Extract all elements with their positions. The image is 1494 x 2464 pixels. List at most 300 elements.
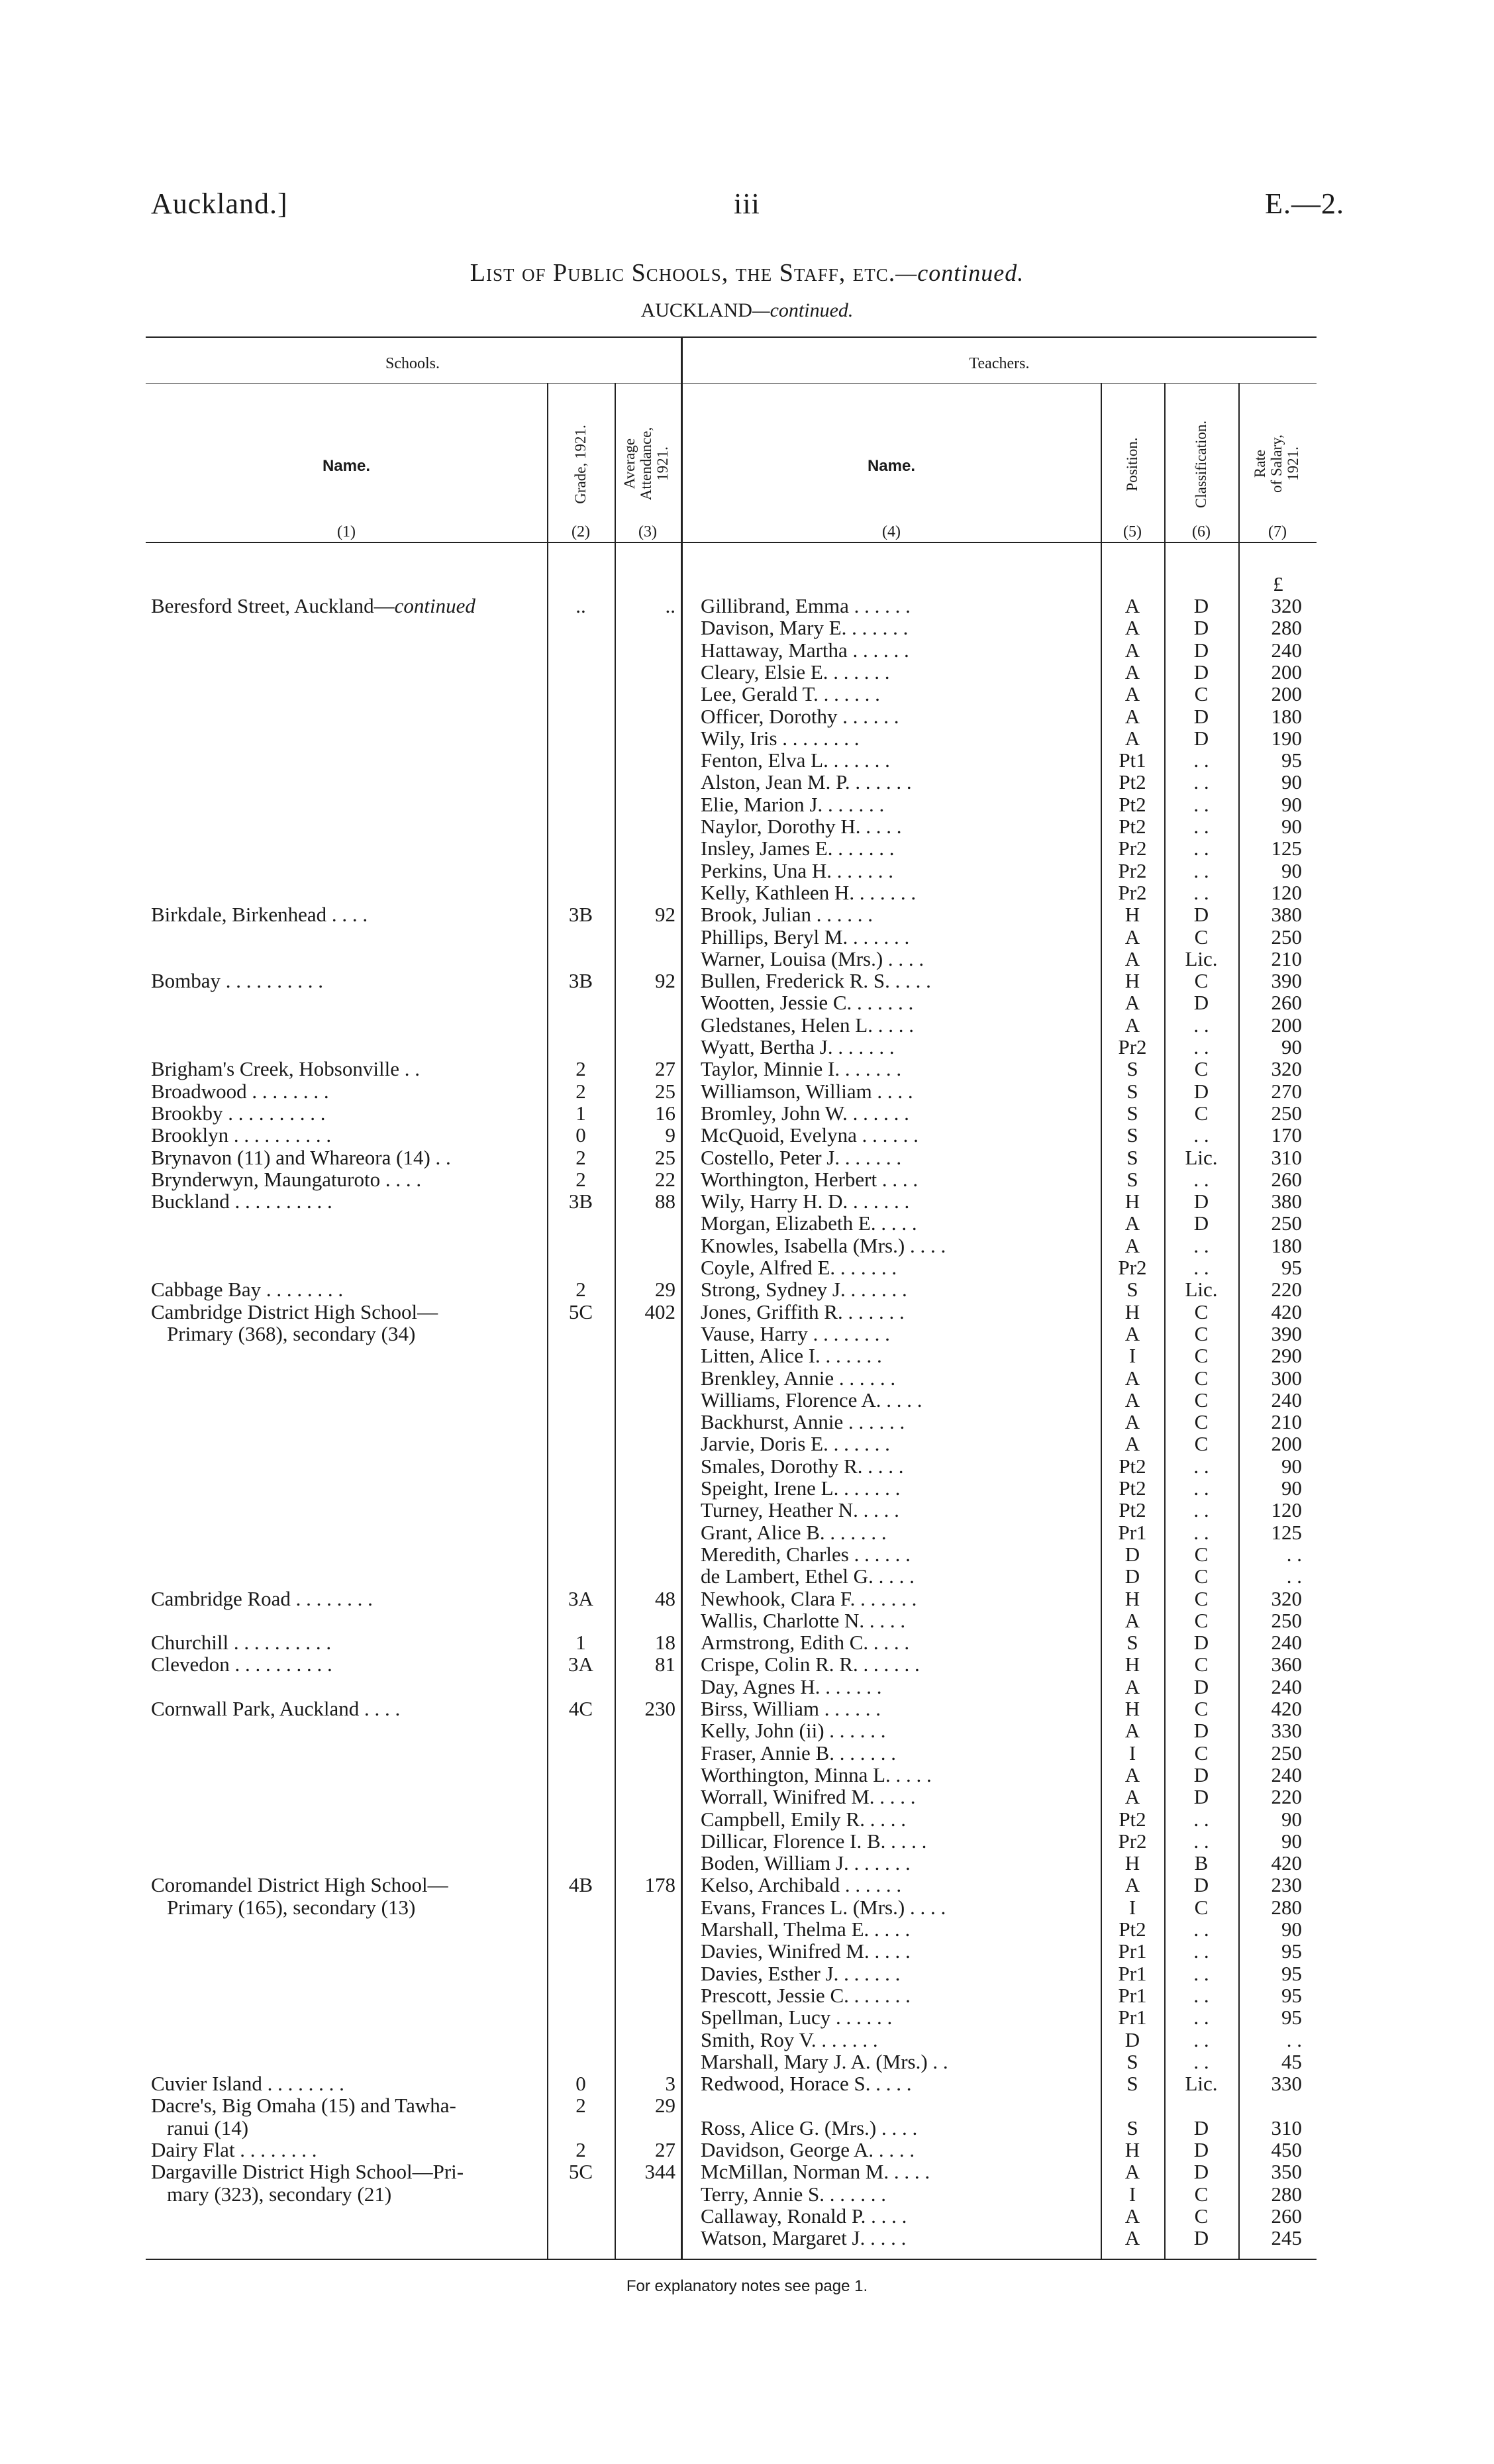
teacher-salary: 320 <box>1271 1057 1302 1081</box>
teacher-classification: D <box>1193 2138 1209 2161</box>
teacher-classification: . . <box>1193 880 1209 904</box>
teacher-classification: . . <box>1193 770 1209 794</box>
teacher-classification: B <box>1194 1851 1209 1875</box>
school-name: mary (323), secondary (21) <box>167 2182 392 2206</box>
teacher-name: Marshall, Mary J. A. (Mrs.) . . <box>701 2049 948 2073</box>
school-attendance: 92 <box>655 969 675 993</box>
teacher-name: Naylor, Dorothy H. . . . . <box>701 815 902 838</box>
school-attendance: .. <box>665 594 675 617</box>
school-attendance: 88 <box>655 1190 675 1213</box>
attendance-header <box>621 411 674 517</box>
school-grade: 5C <box>568 1300 593 1323</box>
teacher-position: Pr1 <box>1118 1520 1147 1544</box>
teacher-classification: C <box>1194 1542 1209 1566</box>
teacher-salary: 420 <box>1271 1300 1302 1323</box>
teacher-position: A <box>1124 925 1140 949</box>
teacher-name: Gledstanes, Helen L. . . . . <box>701 1013 914 1037</box>
teacher-classification: C <box>1194 1608 1209 1632</box>
teacher-position: A <box>1124 638 1140 662</box>
teacher-position: A <box>1124 947 1140 970</box>
attendance-header-line-3: 1921. <box>654 446 671 481</box>
teacher-classification: . . <box>1193 1013 1209 1037</box>
teacher-classification: D <box>1193 704 1209 728</box>
teacher-salary: 90 <box>1281 1807 1302 1831</box>
teacher-salary: 90 <box>1281 1476 1302 1500</box>
teacher-name: Wootten, Jessie C. . . . . . . <box>701 991 914 1015</box>
teacher-classification: C <box>1194 969 1209 993</box>
teacher-salary: 180 <box>1271 704 1302 728</box>
teacher-name: Coyle, Alfred E. . . . . . . <box>701 1256 897 1279</box>
teacher-classification: C <box>1194 1895 1209 1919</box>
teacher-position: H <box>1124 903 1140 927</box>
teacher-classification: Lic. <box>1185 2072 1218 2096</box>
teacher-classification: C <box>1194 1344 1209 1368</box>
teacher-name: Taylor, Minnie I. . . . . . . <box>701 1057 902 1081</box>
teacher-salary: 320 <box>1271 1586 1302 1610</box>
teacher-classification: . . <box>1193 837 1209 860</box>
teacher-name: Brook, Julian . . . . . . <box>701 903 873 927</box>
teacher-salary: 250 <box>1271 1101 1302 1125</box>
teacher-classification: . . <box>1193 1454 1209 1478</box>
teacher-name: Perkins, Una H. . . . . . . <box>701 858 894 882</box>
teacher-salary: 220 <box>1271 1785 1302 1809</box>
teacher-name: Davidson, George A. . . . . <box>701 2138 915 2161</box>
teacher-position: Pr2 <box>1118 858 1147 882</box>
teacher-position: I <box>1128 2182 1136 2206</box>
column-number-4: (4) <box>882 523 901 540</box>
teacher-salary: 250 <box>1271 925 1302 949</box>
teacher-classification: C <box>1194 1741 1209 1765</box>
teacher-salary: 95 <box>1281 1256 1302 1279</box>
teacher-salary: 240 <box>1271 638 1302 662</box>
teacher-position: S <box>1126 1079 1138 1103</box>
teacher-position: Pr1 <box>1118 1983 1147 2007</box>
teacher-classification: C <box>1194 1586 1209 1610</box>
teacher-classification: Lic. <box>1185 947 1218 970</box>
teacher-name: Campbell, Emily R. . . . . <box>701 1807 906 1831</box>
teacher-classification: C <box>1194 1653 1209 1676</box>
teacher-name: Knowles, Isabella (Mrs.) . . . . <box>701 1233 946 1257</box>
school-grade: 1 <box>575 1631 586 1655</box>
teacher-salary: 330 <box>1271 1719 1302 1743</box>
teacher-classification: . . <box>1193 1983 1209 2007</box>
teacher-name: McQuoid, Evelyna . . . . . . <box>701 1123 919 1147</box>
teacher-salary: 200 <box>1271 1013 1302 1037</box>
teacher-salary: . . <box>1286 1565 1302 1588</box>
teacher-classification: C <box>1194 2204 1209 2228</box>
teacher-classification: . . <box>1193 858 1209 882</box>
teacher-name: Spellman, Lucy . . . . . . <box>701 2006 893 2029</box>
teacher-salary: 290 <box>1271 1344 1302 1368</box>
teacher-name: de Lambert, Ethel G. . . . . <box>701 1565 915 1588</box>
teacher-classification: Lic. <box>1185 1278 1218 1302</box>
school-attendance: 22 <box>655 1167 675 1191</box>
teacher-salary: 240 <box>1271 1674 1302 1698</box>
salary-header <box>1252 411 1305 517</box>
teacher-name: McMillan, Norman M. . . . . <box>701 2160 930 2184</box>
school-grade: 3A <box>568 1586 593 1610</box>
teacher-position: Pr2 <box>1118 837 1147 860</box>
teacher-position: Pr2 <box>1118 1829 1147 1853</box>
teacher-salary: 330 <box>1271 2072 1302 2096</box>
teacher-salary: 125 <box>1271 837 1302 860</box>
school-grade: .. <box>575 594 586 617</box>
attendance-header-line-2: Attendance, <box>638 427 654 501</box>
teacher-name: Alston, Jean M. P. . . . . . . <box>701 770 912 794</box>
teacher-classification: . . <box>1193 1123 1209 1147</box>
teacher-salary: 260 <box>1271 1167 1302 1191</box>
teacher-name-header: Name. <box>867 457 916 475</box>
teacher-position: Pr1 <box>1118 1961 1147 1985</box>
teacher-position: S <box>1126 1057 1138 1081</box>
teacher-name: Phillips, Beryl M. . . . . . . <box>701 925 910 949</box>
school-grade: 2 <box>575 1145 586 1169</box>
teacher-classification: C <box>1194 2182 1209 2206</box>
teacher-salary: 245 <box>1271 2226 1302 2250</box>
teacher-name: Morgan, Elizabeth E. . . . . <box>701 1211 917 1235</box>
teacher-salary: 240 <box>1271 1388 1302 1412</box>
teacher-position: A <box>1124 1410 1140 1434</box>
teacher-name: Officer, Dorothy . . . . . . <box>701 704 899 728</box>
position-header: Position. <box>1124 437 1140 491</box>
teacher-position: S <box>1126 2049 1138 2073</box>
school-name: Dargaville District High School—Pri- <box>151 2160 464 2184</box>
school-grade: 2 <box>575 1278 586 1302</box>
teacher-classification: . . <box>1193 1256 1209 1279</box>
teacher-salary: 300 <box>1271 1366 1302 1390</box>
school-grade: 4B <box>568 1873 593 1897</box>
school-grade: 3B <box>568 903 593 927</box>
teacher-classification: D <box>1193 903 1209 927</box>
school-attendance: 402 <box>644 1300 675 1323</box>
column-number-6: (6) <box>1192 523 1211 540</box>
teacher-classification: D <box>1193 638 1209 662</box>
teacher-name: Lee, Gerald T. . . . . . . <box>701 682 880 706</box>
teacher-name: Boden, William J. . . . . . . <box>701 1851 911 1875</box>
teacher-position: A <box>1124 1013 1140 1037</box>
school-name: Brigham's Creek, Hobsonville . . <box>151 1057 420 1081</box>
teacher-salary: 90 <box>1281 792 1302 816</box>
teacher-classification: C <box>1194 1321 1209 1345</box>
teacher-position: A <box>1124 1388 1140 1412</box>
teacher-position: A <box>1124 1785 1140 1809</box>
teacher-name: Bromley, John W. . . . . . . <box>701 1101 909 1125</box>
teacher-position: Pt2 <box>1119 815 1146 838</box>
teacher-classification: C <box>1194 925 1209 949</box>
teacher-position: Pr1 <box>1118 2006 1147 2029</box>
school-attendance: 27 <box>655 2138 675 2161</box>
teacher-name: Watson, Margaret J. . . . . <box>701 2226 907 2250</box>
teacher-name: Hattaway, Martha . . . . . . <box>701 638 909 662</box>
teacher-classification: D <box>1193 1785 1209 1809</box>
teacher-name: Smales, Dorothy R. . . . . <box>701 1454 904 1478</box>
teacher-salary: 90 <box>1281 770 1302 794</box>
teacher-classification: D <box>1193 2226 1209 2250</box>
school-grade: 1 <box>575 1101 586 1125</box>
teacher-name: Davies, Winifred M. . . . . <box>701 1939 911 1963</box>
teacher-classification: D <box>1193 1763 1209 1786</box>
teacher-salary: 220 <box>1271 1278 1302 1302</box>
teacher-position: A <box>1124 991 1140 1015</box>
teacher-classification: C <box>1194 1388 1209 1412</box>
teacher-salary: 390 <box>1271 969 1302 993</box>
teacher-classification: . . <box>1193 792 1209 816</box>
teacher-name: Wallis, Charlotte N. . . . . <box>701 1608 906 1632</box>
teacher-classification: D <box>1193 1211 1209 1235</box>
teacher-salary: 420 <box>1271 1851 1302 1875</box>
teacher-name: Williams, Florence A. . . . . <box>701 1388 922 1412</box>
teacher-classification: D <box>1193 594 1209 617</box>
teacher-position: Pt2 <box>1119 1454 1146 1478</box>
teacher-name: Brenkley, Annie . . . . . . <box>701 1366 896 1390</box>
school-grade: 3B <box>568 969 593 993</box>
teacher-classification: D <box>1193 616 1209 640</box>
teacher-classification: D <box>1193 660 1209 684</box>
teacher-position: A <box>1124 660 1140 684</box>
teacher-classification: C <box>1194 1565 1209 1588</box>
school-name: Primary (165), secondary (13) <box>167 1895 416 1919</box>
teachers-group-header: Teachers. <box>969 355 1030 372</box>
school-name: Cabbage Bay . . . . . . . . <box>151 1278 344 1302</box>
teacher-name: Kelly, John (ii) . . . . . . <box>701 1719 886 1743</box>
school-attendance: 25 <box>655 1145 675 1169</box>
school-name: Cornwall Park, Auckland . . . . <box>151 1697 401 1720</box>
teacher-position: A <box>1124 1763 1140 1786</box>
teacher-salary: 210 <box>1271 1410 1302 1434</box>
teacher-salary: 45 <box>1281 2049 1302 2073</box>
teacher-name: Jones, Griffith R. . . . . . . <box>701 1300 905 1323</box>
teacher-salary: 200 <box>1271 682 1302 706</box>
school-attendance: 25 <box>655 1079 675 1103</box>
teacher-salary: 390 <box>1271 1321 1302 1345</box>
teacher-name: Costello, Peter J. . . . . . . <box>701 1145 902 1169</box>
teacher-name: Grant, Alice B. . . . . . . <box>701 1520 887 1544</box>
teacher-name: Litten, Alice I. . . . . . . <box>701 1344 882 1368</box>
school-name: Churchill . . . . . . . . . . <box>151 1631 332 1655</box>
school-name: Cuvier Island . . . . . . . . <box>151 2072 344 2096</box>
teacher-salary: . . <box>1286 1542 1302 1566</box>
teacher-position: I <box>1128 1895 1136 1919</box>
school-attendance: 18 <box>655 1631 675 1655</box>
school-name: Bombay . . . . . . . . . . <box>151 969 324 993</box>
salary-header-line-1: Rate <box>1252 449 1268 478</box>
teacher-position: A <box>1124 2226 1140 2250</box>
salary-header-line-2: of Salary, <box>1268 435 1285 493</box>
school-name-header: Name. <box>322 457 371 475</box>
school-attendance: 16 <box>655 1101 675 1125</box>
teacher-name: Fraser, Annie B. . . . . . . <box>701 1741 896 1765</box>
teacher-salary: 320 <box>1271 594 1302 617</box>
school-grade: 2 <box>575 1079 586 1103</box>
teacher-position: H <box>1124 1300 1140 1323</box>
school-grade: 3A <box>568 1653 593 1676</box>
teacher-position: I <box>1128 1741 1136 1765</box>
teacher-position: Pr2 <box>1118 1035 1147 1058</box>
teacher-classification: . . <box>1193 2028 1209 2051</box>
teacher-name: Worthington, Minna L. . . . . <box>701 1763 932 1786</box>
school-name: Cambridge Road . . . . . . . . <box>151 1586 373 1610</box>
teacher-salary: 90 <box>1281 1035 1302 1058</box>
teacher-position: H <box>1124 2138 1140 2161</box>
teacher-name: Prescott, Jessie C. . . . . . . <box>701 1983 911 2007</box>
teacher-salary: 200 <box>1271 1432 1302 1456</box>
teacher-salary: 90 <box>1281 1454 1302 1478</box>
teacher-name: Vause, Harry . . . . . . . . <box>701 1321 890 1345</box>
teacher-classification: C <box>1194 1410 1209 1434</box>
teacher-name: Kelso, Archibald . . . . . . <box>701 1873 902 1897</box>
school-attendance: 92 <box>655 903 675 927</box>
teacher-salary: 260 <box>1271 2204 1302 2228</box>
teacher-position: Pt2 <box>1119 1918 1146 1941</box>
school-name: Dacre's, Big Omaha (15) and Tawha- <box>151 2094 456 2118</box>
teacher-name: Marshall, Thelma E. . . . . <box>701 1918 911 1941</box>
school-name: Birkdale, Birkenhead . . . . <box>151 903 368 927</box>
teacher-salary: 95 <box>1281 748 1302 772</box>
teacher-name: Bullen, Frederick R. S. . . . . <box>701 969 931 993</box>
teacher-name: Wily, Harry H. D. . . . . . . <box>701 1190 910 1213</box>
school-name: Brookby . . . . . . . . . . <box>151 1101 326 1125</box>
school-name: Clevedon . . . . . . . . . . <box>151 1653 332 1676</box>
teacher-position: A <box>1124 1674 1140 1698</box>
school-attendance: 9 <box>665 1123 675 1147</box>
teacher-salary: 310 <box>1271 2116 1302 2139</box>
teacher-salary: 90 <box>1281 1918 1302 1941</box>
teacher-salary: 90 <box>1281 858 1302 882</box>
teacher-classification: D <box>1193 1190 1209 1213</box>
teacher-classification: . . <box>1193 2049 1209 2073</box>
school-name: Brynavon (11) and Whareora (14) . . <box>151 1145 451 1169</box>
teacher-name: Wily, Iris . . . . . . . . <box>701 726 860 750</box>
grade-header: Grade, 1921. <box>572 425 589 504</box>
teacher-position: Pr2 <box>1118 1256 1147 1279</box>
table-bottom-rule <box>146 2259 1317 2260</box>
page-title <box>0 258 1494 287</box>
school-name: ranui (14) <box>167 2116 249 2139</box>
teacher-salary: 90 <box>1281 815 1302 838</box>
teacher-position: A <box>1124 616 1140 640</box>
teacher-name: Backhurst, Annie . . . . . . <box>701 1410 905 1434</box>
teacher-classification: . . <box>1193 1233 1209 1257</box>
teacher-name: Davies, Esther J. . . . . . . <box>701 1961 901 1985</box>
teacher-position: H <box>1124 1586 1140 1610</box>
teacher-salary: 360 <box>1271 1653 1302 1676</box>
teacher-salary: 450 <box>1271 2138 1302 2161</box>
column-number-2: (2) <box>572 523 590 540</box>
teacher-name: Jarvie, Doris E. . . . . . . <box>701 1432 890 1456</box>
school-grade: 0 <box>575 1123 586 1147</box>
teacher-salary: 380 <box>1271 1190 1302 1213</box>
teacher-classification: . . <box>1193 1035 1209 1058</box>
teacher-position: A <box>1124 2160 1140 2184</box>
teacher-classification: . . <box>1193 748 1209 772</box>
teacher-position: Pt1 <box>1119 748 1146 772</box>
salary-header-line-3: 1921. <box>1285 446 1301 481</box>
school-grade: 3B <box>568 1190 593 1213</box>
teacher-classification: . . <box>1193 1520 1209 1544</box>
school-attendance: 29 <box>655 2094 675 2118</box>
teacher-salary: 190 <box>1271 726 1302 750</box>
teacher-position: S <box>1126 2116 1138 2139</box>
teacher-name: Worrall, Winifred M. . . . . <box>701 1785 916 1809</box>
teacher-classification: . . <box>1193 1829 1209 1853</box>
school-grade: 5C <box>568 2160 593 2184</box>
teacher-name: Gillibrand, Emma . . . . . . <box>701 594 911 617</box>
teacher-salary: 180 <box>1271 1233 1302 1257</box>
teacher-name: Cleary, Elsie E. . . . . . . <box>701 660 890 684</box>
teacher-position: A <box>1124 1211 1140 1235</box>
teacher-position: A <box>1124 2204 1140 2228</box>
teacher-name: Callaway, Ronald P. . . . . <box>701 2204 907 2228</box>
column-number-3: (3) <box>638 523 657 540</box>
school-attendance: 29 <box>655 1278 675 1302</box>
school-name: Broadwood . . . . . . . . <box>151 1079 329 1103</box>
teacher-salary: 120 <box>1271 1498 1302 1522</box>
page-title-main: List of Public Schools, the Staff, etc. <box>470 259 896 287</box>
teacher-classification: . . <box>1193 1939 1209 1963</box>
teacher-name: Warner, Louisa (Mrs.) . . . . <box>701 947 924 970</box>
page-subtitle <box>0 299 1494 322</box>
teacher-position: I <box>1128 1344 1136 1368</box>
school-grade: 2 <box>575 2138 586 2161</box>
teacher-position: D <box>1124 1542 1140 1566</box>
teacher-salary: 260 <box>1271 991 1302 1015</box>
teacher-position: S <box>1126 1101 1138 1125</box>
teacher-name: Dillicar, Florence I. B. . . . . <box>701 1829 927 1853</box>
teacher-classification: . . <box>1193 815 1209 838</box>
teacher-position: Pr2 <box>1118 880 1147 904</box>
table-top-rule <box>146 336 1317 338</box>
teacher-salary: 120 <box>1271 880 1302 904</box>
teacher-salary: 95 <box>1281 2006 1302 2029</box>
teacher-name: Meredith, Charles . . . . . . <box>701 1542 911 1566</box>
teacher-salary: 250 <box>1271 1211 1302 1235</box>
school-grade: 4C <box>568 1697 593 1720</box>
teacher-name: Fenton, Elva L. . . . . . . <box>701 748 890 772</box>
teacher-name: Terry, Annie S. . . . . . . <box>701 2182 886 2206</box>
page-subtitle-suffix: —continued. <box>752 299 854 321</box>
teacher-name: Redwood, Horace S. . . . . <box>701 2072 912 2096</box>
teacher-position: Pt2 <box>1119 792 1146 816</box>
teacher-classification: D <box>1193 1079 1209 1103</box>
classification-header: Classification. <box>1193 420 1209 509</box>
teacher-salary: 210 <box>1271 947 1302 970</box>
teacher-position: S <box>1126 1631 1138 1655</box>
teacher-salary: 125 <box>1271 1520 1302 1544</box>
teacher-name: Insley, James E. . . . . . . <box>701 837 895 860</box>
teacher-salary: 240 <box>1271 1631 1302 1655</box>
teacher-classification: C <box>1194 1057 1209 1081</box>
teacher-salary: 200 <box>1271 660 1302 684</box>
teacher-salary: 420 <box>1271 1697 1302 1720</box>
teacher-position: A <box>1124 682 1140 706</box>
footnote: For explanatory notes see page 1. <box>626 2277 868 2295</box>
table-group-rule <box>146 383 1317 384</box>
school-name: Coromandel District High School— <box>151 1873 448 1897</box>
teacher-classification: D <box>1193 1631 1209 1655</box>
teacher-position: A <box>1124 594 1140 617</box>
teacher-position: A <box>1124 1719 1140 1743</box>
school-name: Primary (368), secondary (34) <box>167 1321 416 1345</box>
teacher-classification: . . <box>1193 1961 1209 1985</box>
teacher-salary: 310 <box>1271 1145 1302 1169</box>
teacher-classification: D <box>1193 1873 1209 1897</box>
school-grade: 2 <box>575 1167 586 1191</box>
teacher-classification: . . <box>1193 2006 1209 2029</box>
school-attendance: 48 <box>655 1586 675 1610</box>
teacher-salary: 95 <box>1281 1939 1302 1963</box>
teacher-position: A <box>1124 726 1140 750</box>
teacher-classification: D <box>1193 1674 1209 1698</box>
